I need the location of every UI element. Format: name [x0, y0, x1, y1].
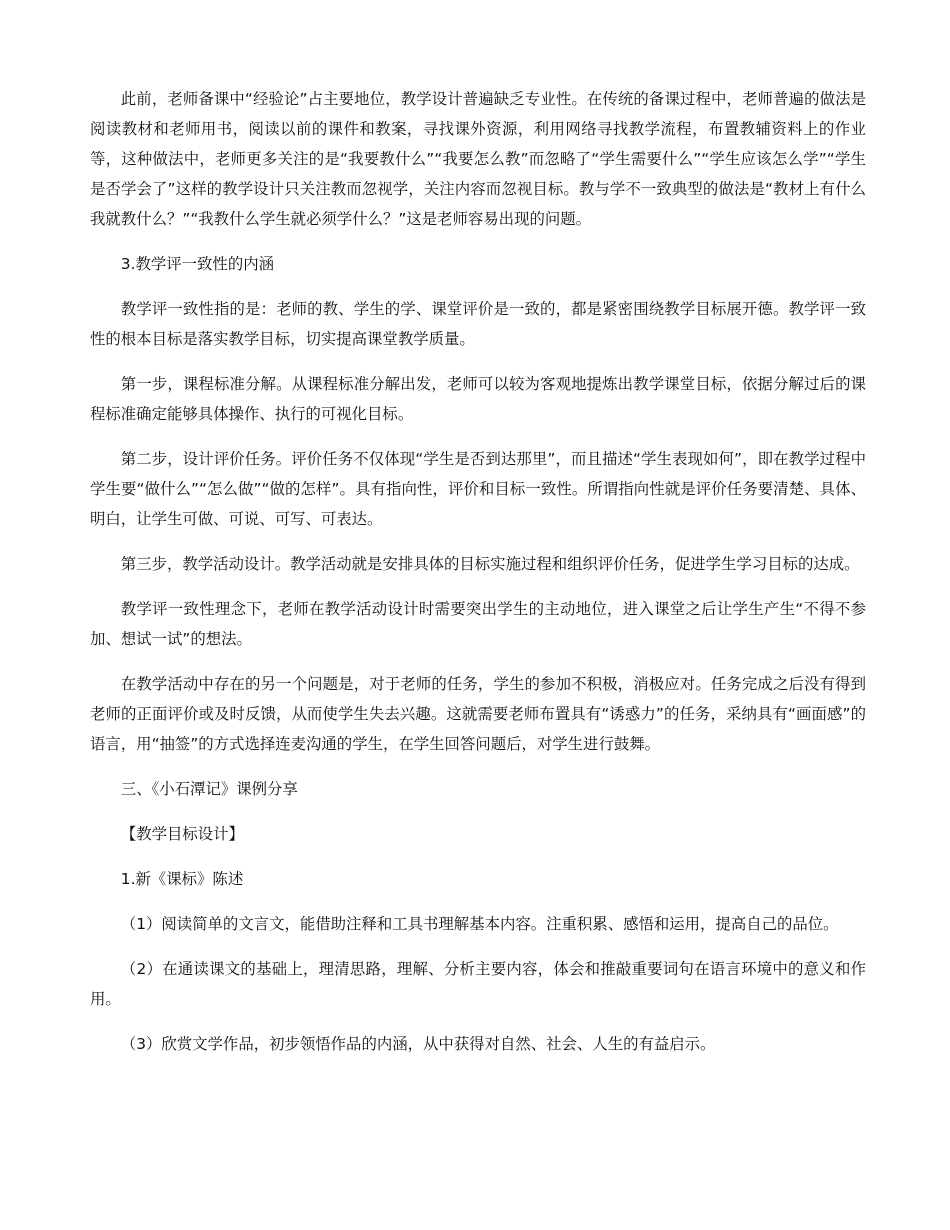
- paragraph-lesson-prep-background: 此前，老师备课中“经验论”占主要地位，教学设计普遍缺乏专业性。在传统的备课过程中，老师普遍的做法是阅读教材和老师用书，阅读以前的课件和教案，寻找课外资源，利用网络寻找教学流程，布置教辅资料上的作业等，这种做法中，老师更多关注的是“我要教什么”“我要怎么教”而忽略了“学生需要什么”“学生应该怎么学”“学生是否学会了”这样的教学设计只关注教而忽视学，关注内容而忽视目标。教与学不一致典型的做法是“教材上有什么我就教什么？”“我教什么学生就必须学什么？”这是老师容易出现的问题。: [90, 90, 866, 228]
- list-item-objective-2: （2）在通读课文的基础上，理清思路，理解、分析主要内容，体会和推敲重要词句在语言环境中的意义和作用。: [90, 960, 866, 1008]
- paragraph-step-two: 第二步，设计评价任务。评价任务不仅体现“学生是否到达那里”，而且描述“学生表现如何”，即在教学过程中学生要“做什么”“怎么做”“做的怎样”。具有指向性，评价和目标一致性。所谓指向性就是评价任务要清楚、具体、明白，让学生可做、可说、可写、可表达。: [90, 450, 866, 528]
- list-item-objective-3: （3）欣赏文学作品，初步领悟作品的内涵，从中获得对自然、社会、人生的有益启示。: [120, 1035, 716, 1053]
- paragraph-consistency-definition: 教学评一致性指的是：老师的教、学生的学、课堂评价是一致的，都是紧密围绕教学目标展开德。教学评一致性的根本目标是落实教学目标，切实提高课堂教学质量。: [90, 300, 866, 348]
- section-heading-lesson-example: 三、《小石潭记》课例分享: [120, 780, 298, 798]
- paragraph-student-initiative: 教学评一致性理念下，老师在教学活动设计时需要突出学生的主动地位，进入课堂之后让学生产生“不得不参加、想试一试”的想法。: [90, 600, 866, 648]
- subheading-curriculum-statement: 1.新《课标》陈述: [120, 870, 244, 888]
- paragraph-engagement-problem: 在教学活动中存在的另一个问题是，对于老师的任务，学生的参加不积极，消极应对。任务完成之后没有得到老师的正面评价或及时反馈，从而使学生失去兴趣。这就需要老师布置具有“诱惑力”的任务，采纳具有“画面感”的语言，用“抽签”的方式选择连麦沟通的学生，在学生回答问题后，对学生进行鼓舞。: [90, 675, 866, 753]
- paragraph-step-one: 第一步，课程标准分解。从课程标准分解出发，老师可以较为客观地提炼出教学课堂目标，依据分解过后的课程标准确定能够具体操作、执行的可视化目标。: [90, 375, 866, 423]
- subheading-objective-design: 【教学目标设计】: [120, 825, 244, 843]
- paragraph-step-three: 第三步，教学活动设计。教学活动就是安排具体的目标实施过程和组织评价任务，促进学生学习目标的达成。: [120, 555, 860, 573]
- document-body: [90, 84, 866, 1074]
- section-heading-consistency-meaning: 3.教学评一致性的内涵: [120, 255, 274, 273]
- list-item-objective-1: （1）阅读简单的文言文，能借助注释和工具书理解基本内容。注重积累、感悟和运用，提高自己的品位。: [120, 915, 839, 933]
